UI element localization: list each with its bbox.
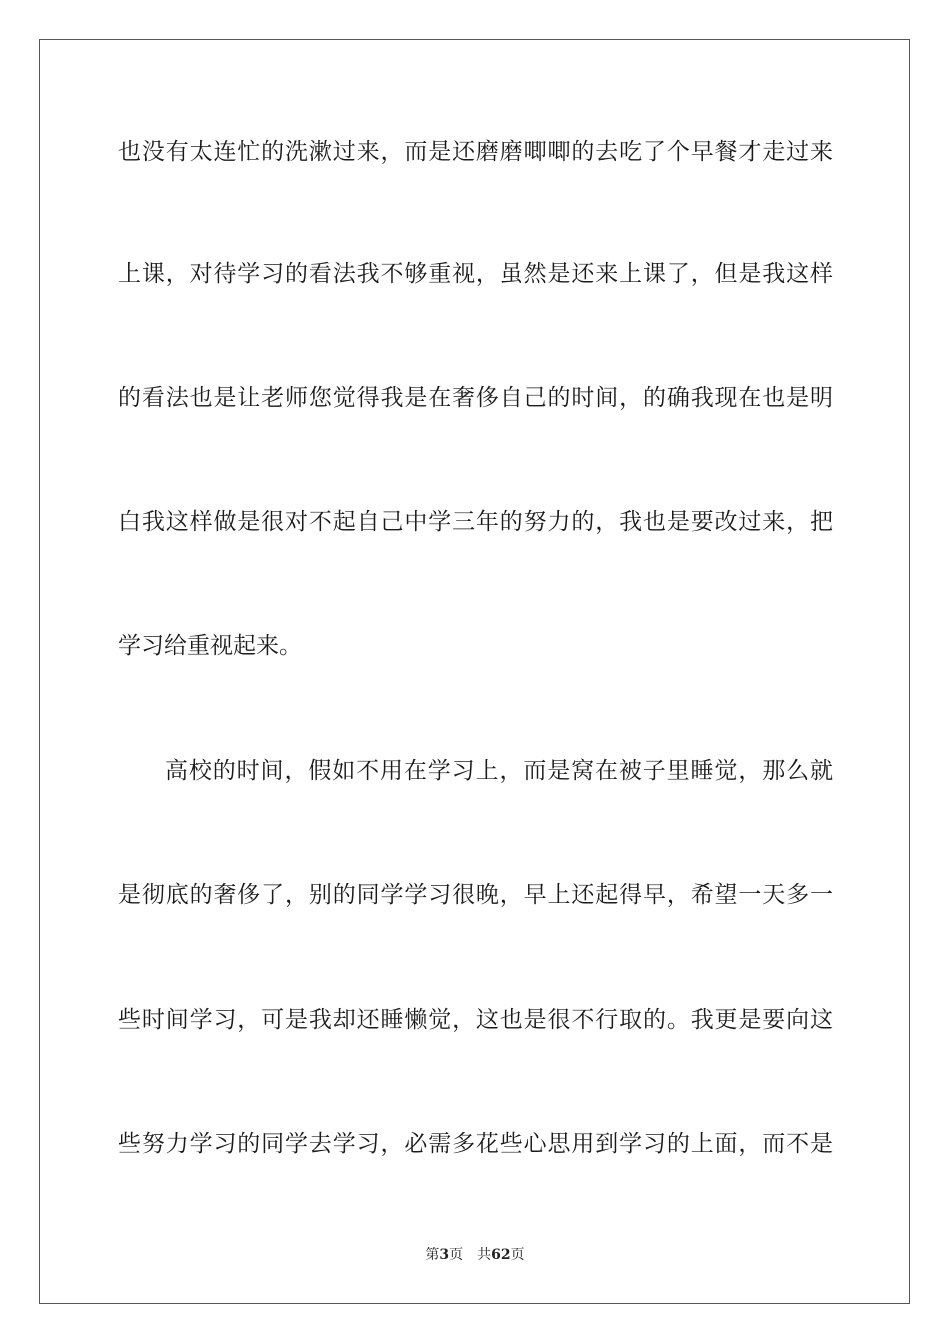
page-prefix: 第 [425, 1247, 440, 1263]
body-line-1: 也没有太连忙的洗漱过来，而是还磨磨唧唧的去吃了个早餐才走过来 [118, 139, 833, 165]
page-border [39, 39, 910, 1304]
body-line-5: 学习给重视起来。 [118, 633, 302, 659]
page-number-footer [0, 1246, 950, 1264]
total-suffix: 页 [510, 1247, 525, 1263]
body-line-6: 高校的时间，假如不用在学习上，而是窝在被子里睡觉，那么就 [165, 758, 833, 784]
page-suffix: 页 [449, 1247, 464, 1263]
current-page-number: 3 [439, 1247, 450, 1263]
body-line-4: 白我这样做是很对不起自己中学三年的努力的，我也是要改过来，把 [118, 509, 833, 535]
total-prefix: 共 [477, 1247, 492, 1263]
body-line-2: 上课，对待学习的看法我不够重视，虽然是还来上课了，但是我这样 [118, 261, 833, 287]
body-line-8: 些时间学习，可是我却还睡懒觉，这也是很不行取的。我更是要向这 [118, 1007, 833, 1033]
total-page-count: 62 [491, 1247, 511, 1263]
body-line-9: 些努力学习的同学去学习，必需多花些心思用到学习的上面，而不是 [118, 1131, 833, 1157]
body-line-7: 是彻底的奢侈了，别的同学学习很晚，早上还起得早，希望一天多一 [118, 882, 833, 908]
body-line-3: 的看法也是让老师您觉得我是在奢侈自己的时间，的确我现在也是明 [118, 385, 833, 411]
